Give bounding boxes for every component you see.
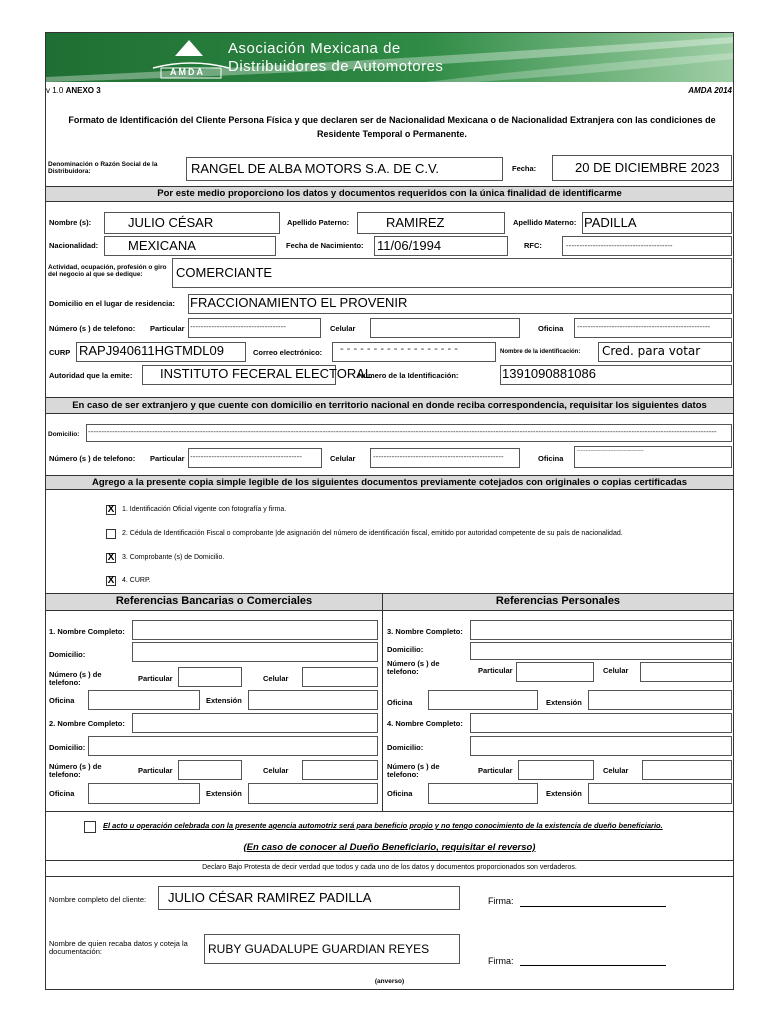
actividad-label: Actividad, ocupación, profesión o giro del negocio al que se dedique: <box>48 264 167 279</box>
ref1-oficina-label: Oficina <box>49 696 75 705</box>
doc1-label: 1. Identificación Oficial vigente con fotografía y firma. <box>122 506 287 513</box>
foreign-celular-value: ------------------------------------------------- <box>373 452 504 461</box>
collector-name-label: Nombre de quien recaba datos y coteja la documentación: <box>49 939 188 957</box>
ref4-oficina-label: Oficina <box>387 789 413 798</box>
ref2-telefono-label: Número (s ) de telefono: <box>49 762 102 780</box>
celular-label: Celular <box>330 324 356 333</box>
foreign-particular-value: ------------------------------------------ <box>190 452 302 461</box>
ref3-nombre-label: 3. Nombre Completo: <box>387 627 463 636</box>
date-label: Fecha: <box>512 164 537 173</box>
doc2-label: 2. Cédula de Identificación Fiscal o comprobante |de asignación del número de identificación fiscal, emitido por autoridad competente de su país de nacionalidad. <box>122 530 623 537</box>
ref3-extension-field[interactable] <box>588 690 732 710</box>
ref3-celular-field[interactable] <box>640 662 732 682</box>
ref2-nombre-field[interactable] <box>132 713 378 733</box>
doc3-label: 3. Comprobante (s) de Domicilio. <box>122 554 225 561</box>
client-name-label: Nombre completo del cliente: <box>49 895 147 904</box>
ref4-celular-label: Celular <box>603 766 629 775</box>
ref2-extension-label: Extensión <box>206 789 242 798</box>
logo-text: AMDA <box>170 67 205 77</box>
ref1-domicilio-field[interactable] <box>132 642 378 662</box>
oficina-label: Oficina <box>538 324 564 333</box>
autoridad-value: INSTITUTO FECERAL ELECTORAL <box>160 366 373 381</box>
doc4-label: 4. CURP. <box>122 577 151 584</box>
ref3-nombre-field[interactable] <box>470 620 732 640</box>
ref2-domicilio-field[interactable] <box>88 736 378 756</box>
date-value: 20 DE DICIEMBRE 2023 <box>575 160 720 175</box>
celular-field[interactable] <box>370 318 520 338</box>
ref4-telefono-label: Número (s ) de telefono: <box>387 762 440 780</box>
client-firma-label: Firma: <box>488 896 514 906</box>
foreign-oficina-value: ---------------------------------------- <box>577 448 644 454</box>
beneficiary-note: (En caso de conocer al Dueño Beneficiario, requisitar el reverso) <box>243 842 536 853</box>
ref1-extension-field[interactable] <box>248 690 378 710</box>
materno-label: Apellido Materno: <box>513 218 577 227</box>
nacionalidad-label: Nacionalidad: <box>49 241 99 250</box>
ref1-nombre-label: 1. Nombre Completo: <box>49 627 125 636</box>
version: v 1.0 ANEXO 3 <box>46 86 101 95</box>
doc2-checkbox[interactable] <box>106 529 116 539</box>
domicilio-value: FRACCIONAMIENTO EL PROVENIR <box>190 295 408 310</box>
ref3-oficina-field[interactable] <box>428 690 538 710</box>
form-title: Formato de Identificación del Cliente Persona Física y que declaren ser de Nacionalidad Mexicana o de Nacionalidad Extranjera con las condiciones de Residente Temporal o Permanente. <box>68 115 716 139</box>
protest-bottom-line <box>46 876 733 877</box>
ref1-celular-field[interactable] <box>302 667 378 687</box>
ref2-oficina-label: Oficina <box>49 789 75 798</box>
paterno-value: RAMIREZ <box>386 215 445 230</box>
actividad-value: COMERCIANTE <box>176 265 273 280</box>
protest-text: Declaro Bajo Protesta de decir verdad que todos y cada uno de los datos y documentos proporcionados son verdaderos. <box>202 864 577 871</box>
ref2-domicilio-label: Domicilio: <box>49 743 86 752</box>
ref4-celular-field[interactable] <box>642 760 732 780</box>
particular-label: Particular <box>150 324 185 333</box>
org-name-line2: Distribuidores de Automotores <box>228 58 444 75</box>
oficina-value: -------------------------------------------------- <box>577 322 711 331</box>
protest-top-line <box>46 860 733 861</box>
nacionalidad-value: MEXICANA <box>128 238 196 253</box>
ref1-nombre-field[interactable] <box>132 620 378 640</box>
nombre-id-value: Cred. para votar <box>602 344 701 358</box>
ref3-oficina-label: Oficina <box>387 698 413 707</box>
form-code: AMDA 2014 <box>688 86 732 95</box>
ref3-particular-label: Particular <box>478 666 513 675</box>
curp-value: RAPJ940611HGTMDL09 <box>79 343 224 358</box>
ref2-oficina-field[interactable] <box>88 783 200 804</box>
ref4-extension-field[interactable] <box>588 783 732 804</box>
ref4-nombre-field[interactable] <box>470 713 732 733</box>
foreign-domicilio-value: -------------------------------------------------------------------------------------------------------------------------------------------------------------------------------------------------------------------------------------------- <box>88 427 717 436</box>
ref3-extension-label: Extensión <box>546 698 582 707</box>
ref2-particular-label: Particular <box>138 766 173 775</box>
header-banner <box>46 33 733 82</box>
client-name-value: JULIO CÉSAR RAMIREZ PADILLA <box>168 890 372 905</box>
ref1-domicilio-label: Domicilio: <box>49 650 86 659</box>
doc4-checkbox[interactable]: X <box>107 575 115 586</box>
ref2-particular-field[interactable] <box>178 760 242 780</box>
section1-title: Por este medio proporciono los datos y documentos requeridos con la única finalidad de identificarme <box>46 186 733 202</box>
ref2-celular-field[interactable] <box>302 760 378 780</box>
autoridad-label: Autoridad que la emite: <box>49 371 133 380</box>
ref4-extension-label: Extensión <box>546 789 582 798</box>
ref4-domicilio-field[interactable] <box>470 736 732 756</box>
ref4-nombre-label: 4. Nombre Completo: <box>387 719 463 728</box>
ref3-particular-field[interactable] <box>516 662 594 682</box>
section3-title: Agrego a la presente copia simple legible de los siguientes documentos previamente cotejados con originales o copias certificadas <box>46 475 733 490</box>
doc3-checkbox[interactable]: X <box>107 552 115 563</box>
ref2-extension-field[interactable] <box>248 783 378 804</box>
particular-value: ------------------------------------ <box>190 322 286 331</box>
ref3-domicilio-field[interactable] <box>470 642 732 660</box>
bank-references-title: Referencias Bancarias o Comerciales <box>115 595 313 607</box>
beneficiary-checkbox[interactable] <box>84 821 96 833</box>
ref4-particular-field[interactable] <box>518 760 594 780</box>
ref1-celular-label: Celular <box>263 674 289 683</box>
beneficiary-text: El acto u operación celebrada con la presente agencia automotriz será para beneficio propio y no tengo conocimiento de la existencia de dueño beneficiario. <box>103 821 663 830</box>
ref3-telefono-label: Número (s ) de telefono: <box>387 659 440 677</box>
numero-id-label: Número de la Identificación: <box>358 371 459 380</box>
ref3-domicilio-label: Domicilio: <box>387 645 424 654</box>
org-name-line1: Asociación Mexicana de <box>228 40 401 57</box>
business-name-label: Denominación o Razón Social de la Distribuidora: <box>48 161 158 176</box>
paterno-label: Apellido Paterno: <box>287 218 350 227</box>
correo-label: Correo electrónico: <box>253 348 323 357</box>
foreign-domicilio-label: Domicilio: <box>48 431 80 438</box>
business-name-value: RANGEL DE ALBA MOTORS S.A. DE C.V. <box>191 161 440 176</box>
telefono-label: Número (s ) de telefono: <box>49 324 136 333</box>
numero-id-value: 1391090881086 <box>502 366 596 381</box>
collector-signature-line[interactable] <box>520 965 666 966</box>
materno-value: PADILLA <box>584 215 637 230</box>
curp-label: CURP <box>49 348 71 357</box>
ref1-particular-field[interactable] <box>178 667 242 687</box>
ref1-telefono-label: Número (s ) de telefono: <box>49 670 102 688</box>
personal-references-title: Referencias Personales <box>495 595 621 607</box>
reverse-note: (anverso) <box>374 978 405 985</box>
ref3-celular-label: Celular <box>603 666 629 675</box>
ref2-celular-label: Celular <box>263 766 289 775</box>
collector-name-value: RUBY GUADALUPE GUARDIAN REYES <box>208 942 430 956</box>
nombre-label: Nombre (s): <box>49 218 92 227</box>
collector-firma-label: Firma: <box>488 956 514 966</box>
foreign-telefono-label: Número (s ) de telefono: <box>49 454 136 463</box>
ref1-extension-label: Extensión <box>206 696 242 705</box>
rfc-label: RFC: <box>524 241 542 250</box>
client-signature-line[interactable] <box>520 906 666 907</box>
ref4-oficina-field[interactable] <box>428 783 538 804</box>
nacimiento-value: 11/06/1994 <box>377 238 442 253</box>
ref1-oficina-field[interactable] <box>88 690 200 710</box>
rfc-value: ---------------------------------------- <box>566 241 673 250</box>
nacimiento-label: Fecha de Nacimiento: <box>286 241 364 250</box>
references-divider <box>382 593 383 811</box>
foreign-oficina-label: Oficina <box>538 454 564 463</box>
ref2-nombre-label: 2. Nombre Completo: <box>49 719 125 728</box>
ref1-particular-label: Particular <box>138 674 173 683</box>
correo-value: - - - - - - - - - - - - - - - - - - <box>340 343 458 355</box>
domicilio-label: Domicilio en el lugar de residencia: <box>49 299 175 308</box>
foreign-particular-label: Particular <box>150 454 185 463</box>
section2-title: En caso de ser extranjero y que cuente con domicilio en territorio nacional en donde reciba correspondencia, requisitar los siguientes datos <box>46 397 733 414</box>
foreign-celular-label: Celular <box>330 454 356 463</box>
nombre-value: JULIO CÉSAR <box>128 215 214 230</box>
doc1-checkbox[interactable]: X <box>107 504 115 515</box>
references-bottom-divider <box>46 811 733 812</box>
nombre-id-label: Nombre de la identificación: <box>500 349 581 355</box>
ref4-particular-label: Particular <box>478 766 513 775</box>
ref4-domicilio-label: Domicilio: <box>387 743 424 752</box>
